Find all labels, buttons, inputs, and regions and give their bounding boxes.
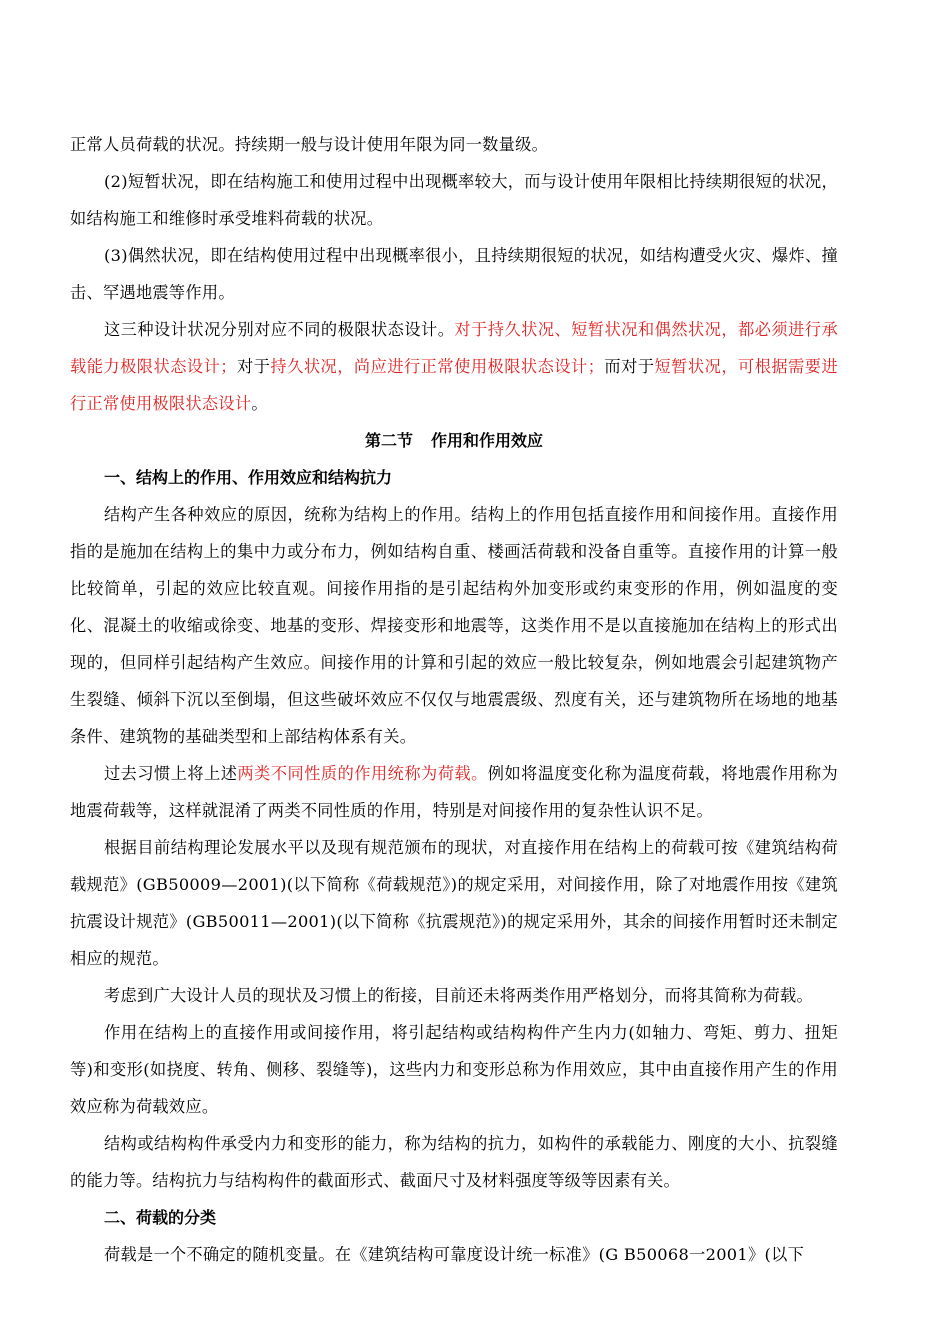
section-title: 作用和作用效应 bbox=[431, 431, 544, 450]
text-segment: 例如将温度变化称为温度荷载，将地震作用称为地震荷载等，这样就混淆了两类不同性质的作用，特别是对间接作用的复杂性认识不足。 bbox=[70, 764, 839, 820]
paragraph-codes: 根据目前结构理论发展水平以及现有规范颁布的现状，对直接作用在结构上的荷载可按《建筑结构荷载规范》(GB50009—2001)(以下简称《荷载规范》)的规定采用，对间接作用，除了对地震作用按《建筑抗震设计规范》(GB50011—2001)(以下简称《抗震规范》)的规定采用外，其余的间接作用暂时还未制定相应的规范。 bbox=[70, 838, 838, 968]
text-segment: 。 bbox=[251, 394, 268, 413]
highlighted-text: 持久状况，尚应进行正常使用极限状态设计； bbox=[270, 357, 605, 376]
subheading-actions-effects-resistance: 一、结构上的作用、作用效应和结构抗力 bbox=[104, 468, 393, 487]
paragraph-load-random-variable: 荷载是一个不确定的随机变量。在《建筑结构可靠度设计统一标准》(G B50068一2001》(以下 bbox=[104, 1245, 805, 1264]
paragraph-persistent-situation-end: 正常人员荷载的状况。持续期一般与设计使用年限为同一数量级。 bbox=[70, 135, 549, 154]
text-segment: 这三种设计状况分别对应不同的极限状态设计。 bbox=[104, 320, 455, 339]
subheading-load-classification: 二、荷载的分类 bbox=[104, 1208, 217, 1227]
paragraph-structural-resistance: 结构或结构构件承受内力和变形的能力，称为结构的抗力，如构件的承载能力、刚度的大小、抗裂缝的能力等。结构抗力与结构构件的截面形式、截面尺寸及材料强度等级等因素有关。 bbox=[70, 1134, 838, 1190]
highlighted-text: 两类不同性质的作用统称为荷载。 bbox=[237, 764, 488, 783]
paragraph-actions-definition: 结构产生各种效应的原因，统称为结构上的作用。结构上的作用包括直接作用和间接作用。直接作用指的是施加在结构上的集中力或分布力，例如结构自重、楼画活荷载和没备自重等。直接作用的计算一般比较简单，引起的效应比较直观。间接作用指的是引起结构外加变形或约束变形的作用，例如温度的变化、混凝土的收缩或徐变、地基的变形、焊接变形和地震等，这类作用不是以直接施加在结构上的形式出现的，但同样引起结构产生效应。间接作用的计算和引起的效应一般比较复杂，例如地震会引起建筑物产生裂缝、倾斜下沉以至倒塌，但这些破坏效应不仅仅与地震震级、烈度有关，还与建筑物所在场地的地基条件、建筑物的基础类型和上部结构体系有关。 bbox=[70, 505, 838, 746]
text-segment: 对于 bbox=[236, 357, 271, 376]
paragraph-transient-situation: (2)短暂状况，即在结构施工和使用过程中出现概率较大，而与设计使用年限相比持续期很短的状况，如结构施工和维修时承受堆料荷载的状况。 bbox=[70, 172, 838, 228]
text-segment: 过去习惯上将上述 bbox=[104, 764, 238, 783]
paragraph-limit-state-design bbox=[70, 311, 838, 422]
highlighted-text: 短暂状况，可根据需要进行正常使用极限状态设计 bbox=[70, 357, 838, 413]
highlighted-text: 对于持久状况、短暂状况和偶然状况，都必须进行承载能力极限状态设计； bbox=[70, 320, 838, 376]
text-segment: 而对于 bbox=[604, 357, 655, 376]
paragraph-action-effects: 作用在结构上的直接作用或间接作用，将引起结构或结构构件产生内力(如轴力、弯矩、剪力、扭矩等)和变形(如挠度、转角、侧移、裂缝等)，这些内力和变形总称为作用效应，其中由直接作用产生的作用效应称为荷载效应。 bbox=[70, 1023, 838, 1116]
paragraph-designers-habit: 考虑到广大设计人员的现状及习惯上的衔接，目前还未将两类作用严格划分，而将其简称为荷载。 bbox=[104, 986, 813, 1005]
paragraph-accidental-situation: (3)偶然状况，即在结构使用过程中出现概率很小，且持续期很短的状况，如结构遭受火灾、爆炸、撞击、罕遇地震等作用。 bbox=[70, 246, 838, 302]
paragraph-load-habit bbox=[70, 755, 838, 829]
section-number: 第二节 bbox=[364, 431, 413, 450]
section-heading bbox=[70, 422, 838, 459]
